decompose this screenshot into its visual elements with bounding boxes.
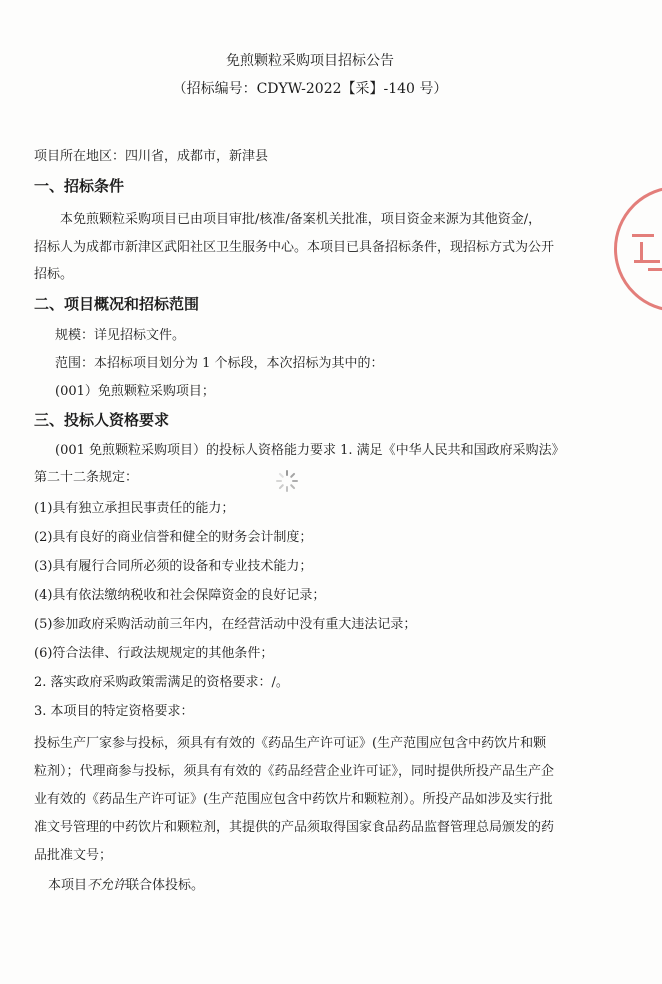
qualification-item: (1)具有独立承担民事责任的能力； <box>34 501 235 516</box>
special-requirement-line: 粒剂）；代理商参与投标，须具有有效的《药品经营企业许可证》，同时提供所投产品生产企 <box>34 764 555 779</box>
section-3-heading: 三、投标人资格要求 <box>34 411 170 429</box>
section-1-heading: 一、招标条件 <box>34 177 125 195</box>
qualification-item: (5)参加政府采购活动前三年内，在经营活动中没有重大违法记录； <box>34 617 417 632</box>
consortium-emphasis: 不允许 <box>87 878 127 893</box>
qualification-item: (4)具有依法缴纳税收和社会保障资金的良好记录； <box>34 588 326 603</box>
special-requirement-line: 准文号管理的中药饮片和颗粒剂，其提供的产品须取得国家食品药品监督管理总局颁发的药 <box>34 820 555 835</box>
qualification-intro-line-2: 第二十二条规定： <box>34 470 139 485</box>
special-requirement-line: 投标生产厂家参与投标，须具有有效的《药品生产许可证》(生产范围应包含中药饮片和颗 <box>34 736 547 751</box>
seal-marks <box>630 230 662 276</box>
qualification-intro-line-1: (001 免煎颗粒采购项目）的投标人资格能力要求 1. 满足《中华人民共和国政府采购法》 <box>55 443 565 458</box>
project-scale: 规模：详见招标文件。 <box>55 328 186 343</box>
special-requirement-line: 品批准文号； <box>34 848 113 863</box>
project-scope: 范围：本招标项目划分为 1 个标段，本次招标为其中的： <box>55 356 384 371</box>
section-1-text-line-3: 招标。 <box>34 267 74 282</box>
project-region: 项目所在地区：四川省，成都市，新津县 <box>34 149 269 164</box>
project-lot: (001）免煎颗粒采购项目； <box>55 384 215 399</box>
document-title: 免煎颗粒采购项目招标公告 <box>226 53 394 69</box>
special-requirement-heading: 3. 本项目的特定资格要求： <box>34 704 194 719</box>
special-requirement-line: 业有效的《药品生产许可证》(生产范围应包含中药饮片和颗粒剂）。所投产品如涉及实行批 <box>34 792 553 807</box>
policy-requirement: 2. 落实政府采购政策需满足的资格要求：/。 <box>34 675 289 690</box>
section-1-text-line-2: 招标人为成都市新津区武阳社区卫生服务中心。本项目已具备招标条件，现招标方式为公开 <box>34 240 555 255</box>
tender-number: （招标编号：CDYW-2022【采】-140 号） <box>172 81 448 97</box>
consortium-suffix: 联合体投标。 <box>126 878 205 893</box>
section-1-text-line-1: 本免煎颗粒采购项目已由项目审批/核准/备案机关批准，项目资金来源为其他资金/， <box>60 212 542 227</box>
qualification-item: (6)符合法律、行政法规规定的其他条件； <box>34 646 274 661</box>
qualification-item: (2)具有良好的商业信誉和健全的财务会计制度； <box>34 530 313 545</box>
consortium-prefix: 本项目 <box>48 878 88 893</box>
loading-spinner-icon <box>276 470 298 492</box>
qualification-item: (3)具有履行合同所必须的设备和专业技术能力； <box>34 559 313 574</box>
consortium-statement <box>48 877 204 895</box>
section-2-heading: 二、项目概况和招标范围 <box>34 295 200 313</box>
